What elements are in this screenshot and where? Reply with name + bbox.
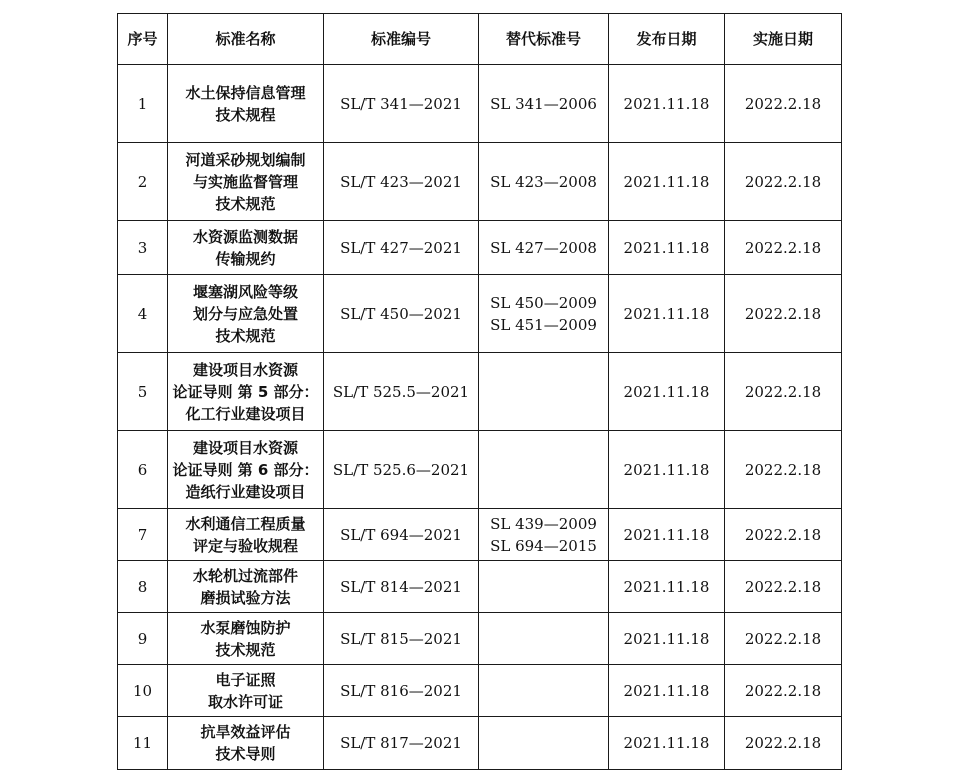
standard-name-line: 磨损试验方法 [200, 588, 291, 607]
standard-name-cell [168, 665, 324, 717]
row-index: 8 [118, 561, 168, 613]
standard-name-line: 与实施监督管理 [192, 172, 298, 191]
issue-date: 2021.11.18 [609, 509, 725, 561]
row-index: 10 [118, 665, 168, 717]
effective-date: 2022.2.18 [725, 509, 842, 561]
header-issue-date: 发布日期 [609, 14, 725, 65]
standard-name-line: 水资源监测数据 [192, 227, 298, 246]
standard-code: SL/T 816—2021 [324, 665, 479, 717]
replaced-code-cell [479, 509, 609, 561]
standard-name-cell [168, 143, 324, 221]
table-row [118, 143, 842, 221]
row-index: 4 [118, 275, 168, 353]
standard-code: SL/T 450—2021 [324, 275, 479, 353]
effective-date: 2022.2.18 [725, 143, 842, 221]
standard-name-line: 技术规程 [215, 105, 276, 124]
issue-date: 2021.11.18 [609, 275, 725, 353]
standard-code: SL/T 814—2021 [324, 561, 479, 613]
replaced-code-cell [479, 561, 609, 613]
row-index: 11 [118, 717, 168, 770]
table-row [118, 509, 842, 561]
standard-name-line: 水轮机过流部件 [192, 566, 298, 585]
standard-name-cell [168, 613, 324, 665]
standard-name-cell [168, 509, 324, 561]
standard-name-cell [168, 221, 324, 275]
effective-date: 2022.2.18 [725, 665, 842, 717]
effective-date: 2022.2.18 [725, 221, 842, 275]
standard-name-line: 技术导则 [215, 745, 276, 763]
replaced-code: SL 439—2009 [490, 514, 597, 533]
issue-date: 2021.11.18 [609, 353, 725, 431]
standard-name-line: 技术规范 [215, 326, 276, 345]
row-index: 2 [118, 143, 168, 221]
standard-name-line: 抗旱效益评估 [200, 723, 291, 741]
standard-name-line: 化工行业建设项目 [185, 404, 306, 423]
standard-name-line: 取水许可证 [207, 692, 283, 711]
standard-code: SL/T 817—2021 [324, 717, 479, 770]
row-index: 6 [118, 431, 168, 509]
table-row [118, 65, 842, 143]
table-row [118, 561, 842, 613]
replaced-code-cell [479, 65, 609, 143]
standard-name-line: 造纸行业建设项目 [185, 482, 306, 501]
standard-code: SL/T 815—2021 [324, 613, 479, 665]
header-effective-date: 实施日期 [725, 14, 842, 65]
standard-name-line: 建设项目水资源 [192, 360, 298, 379]
standard-code: SL/T 341—2021 [324, 65, 479, 143]
effective-date: 2022.2.18 [725, 65, 842, 143]
replaced-code-cell [479, 143, 609, 221]
standard-name-line: 电子证照 [215, 670, 276, 689]
table-row [118, 275, 842, 353]
standard-name-line: 河道采砂规划编制 [185, 150, 306, 169]
issue-date: 2021.11.18 [609, 143, 725, 221]
table-row [118, 353, 842, 431]
standard-name-line: 传输规约 [215, 249, 276, 268]
table-row [118, 613, 842, 665]
table-body [118, 65, 842, 770]
standard-name-cell [168, 431, 324, 509]
standard-name-line: 技术规范 [215, 194, 276, 213]
header-replaced-code: 替代标准号 [479, 14, 609, 65]
standard-name-line: 建设项目水资源 [192, 438, 298, 457]
effective-date: 2022.2.18 [725, 431, 842, 509]
replaced-code-cell [479, 613, 609, 665]
replaced-code: SL 694—2015 [490, 536, 597, 555]
effective-date: 2022.2.18 [725, 561, 842, 613]
standard-code: SL/T 525.5—2021 [324, 353, 479, 431]
row-index: 9 [118, 613, 168, 665]
header-row [118, 14, 842, 65]
replaced-code-cell [479, 353, 609, 431]
header-standard-name: 标准名称 [168, 14, 324, 65]
replaced-code-cell [479, 717, 609, 770]
standard-name-line: 技术规范 [215, 640, 276, 659]
effective-date: 2022.2.18 [725, 353, 842, 431]
effective-date: 2022.2.18 [725, 717, 842, 770]
standard-name-line: 论证导则 第 6 部分： [172, 460, 319, 479]
effective-date: 2022.2.18 [725, 275, 842, 353]
row-index: 7 [118, 509, 168, 561]
standard-name-line: 水土保持信息管理 [185, 83, 306, 102]
standard-name-cell [168, 65, 324, 143]
standard-code: SL/T 427—2021 [324, 221, 479, 275]
replaced-code: SL 427—2008 [490, 238, 597, 257]
replaced-code-cell [479, 431, 609, 509]
standard-code: SL/T 423—2021 [324, 143, 479, 221]
replaced-code: SL 451—2009 [490, 315, 597, 334]
replaced-code-cell [479, 275, 609, 353]
standard-name-cell [168, 275, 324, 353]
issue-date: 2021.11.18 [609, 431, 725, 509]
table-row [118, 717, 842, 770]
standards-table [117, 13, 842, 770]
standard-name-line: 评定与验收规程 [192, 536, 298, 555]
header-standard-code: 标准编号 [324, 14, 479, 65]
standard-name-line: 水泵磨蚀防护 [200, 618, 291, 637]
replaced-code: SL 450—2009 [490, 293, 597, 312]
table-row [118, 431, 842, 509]
issue-date: 2021.11.18 [609, 221, 725, 275]
standard-name-cell [168, 717, 324, 770]
standard-code: SL/T 525.6—2021 [324, 431, 479, 509]
replaced-code-cell [479, 665, 609, 717]
replaced-code-cell [479, 221, 609, 275]
row-index: 1 [118, 65, 168, 143]
standard-name-line: 水利通信工程质量 [185, 514, 306, 533]
issue-date: 2021.11.18 [609, 665, 725, 717]
table-header [118, 14, 842, 65]
standard-code: SL/T 694—2021 [324, 509, 479, 561]
issue-date: 2021.11.18 [609, 613, 725, 665]
effective-date: 2022.2.18 [725, 613, 842, 665]
standard-name-line: 划分与应急处置 [192, 304, 298, 323]
row-index: 5 [118, 353, 168, 431]
standard-name-line: 论证导则 第 5 部分： [172, 382, 319, 401]
replaced-code: SL 423—2008 [490, 172, 597, 191]
standard-name-cell [168, 561, 324, 613]
issue-date: 2021.11.18 [609, 65, 725, 143]
standard-name-cell [168, 353, 324, 431]
issue-date: 2021.11.18 [609, 561, 725, 613]
table-row [118, 665, 842, 717]
replaced-code: SL 341—2006 [490, 94, 597, 113]
table-row [118, 221, 842, 275]
row-index: 3 [118, 221, 168, 275]
issue-date: 2021.11.18 [609, 717, 725, 770]
standard-name-line: 堰塞湖风险等级 [192, 282, 298, 301]
header-index: 序号 [118, 14, 168, 65]
